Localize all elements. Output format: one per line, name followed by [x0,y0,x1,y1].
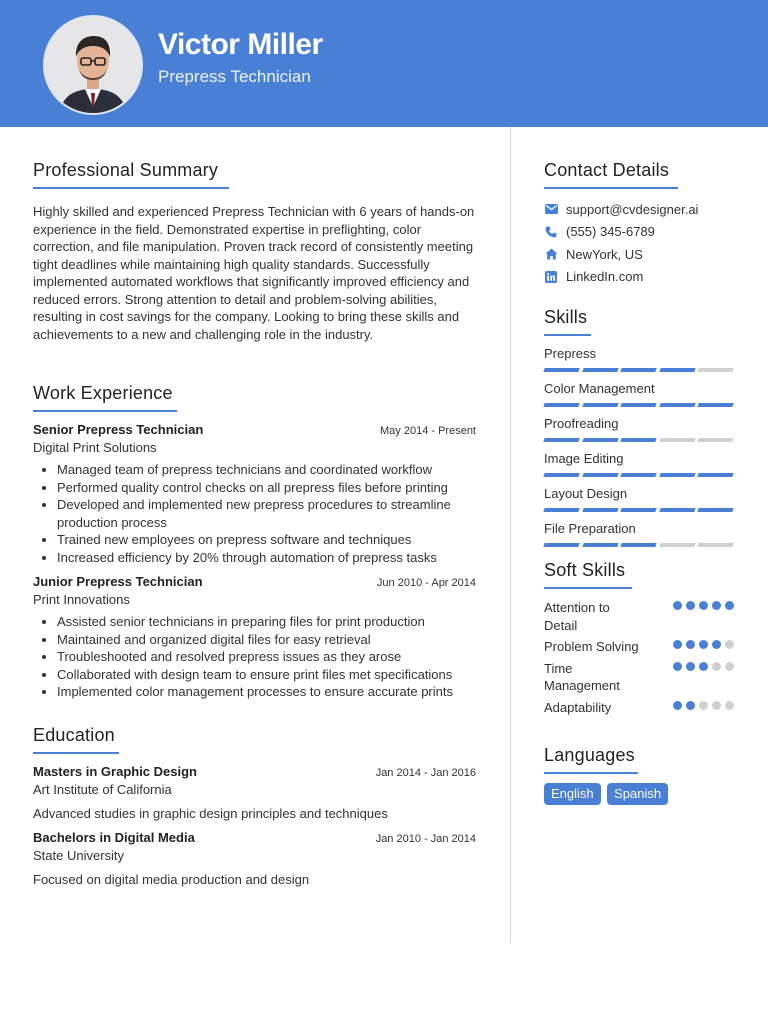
skill-bar-segment [620,438,656,442]
education-entry [33,764,476,821]
contact-text: NewYork, US [566,246,643,262]
avatar [43,15,143,115]
skill-bar [544,473,734,477]
job-date: May 2014 - Present [380,425,476,437]
skill-item [544,346,734,372]
resume-header [0,0,768,127]
rating-dot [686,701,695,710]
skill-bar [544,368,734,372]
soft-skill-rating [673,640,734,649]
heading-underline [544,187,678,189]
education-section [33,725,476,887]
soft-skill-name: Time Management [544,660,620,693]
list-item: • Implemented color management processes to ensure accurate prints [57,683,476,701]
skill-bar-segment [543,473,579,477]
skill-bar [544,438,734,442]
education-date: Jan 2010 - Jan 2014 [375,833,476,845]
section-heading: Contact Details [544,160,670,180]
skill-bar-segment [620,473,656,477]
heading-underline [544,587,632,589]
soft-skill-rating [673,701,734,710]
skill-item [544,486,734,512]
list-item: • Managed team of prepress technicians and coordinated workflow [57,461,476,479]
list-item: • Increased efficiency by 20% through automation of prepress tasks [57,549,476,567]
skill-bar-segment [582,403,618,407]
list-item: • Collaborated with design team to ensure print files met specifications [57,666,476,684]
contact-text: support@cvdesigner.ai [566,201,699,217]
soft-skill-item [544,699,734,717]
soft-skill-rating [673,601,734,610]
column-divider [510,127,511,943]
rating-dot [712,701,721,710]
section-heading: Work Experience [33,383,173,403]
section-heading: Soft Skills [544,560,626,580]
rating-dot [725,701,734,710]
skill-bar-segment [543,508,579,512]
skill-bar [544,403,734,407]
education-description: Focused on digital media production and design [33,872,310,887]
summary-text: Highly skilled and experienced Prepress Technician with 6 years of hands-on experience in the field. Demonstrated expertise in preflighting, color correction, and file manipulation. Proven track record of consistently meeting tight deadlines while maintaining high quality standards. Successfully implemented automated workflows that significantly improved efficiency and reduced errors. Strong attention to detail and problem-solving abilities, resulting in cost savings for the company. Looking to bring these skills and achievements to a new and challenging role in the industry. [33,204,475,342]
rating-dot [699,662,708,671]
skill-bar [544,508,734,512]
skill-bar-segment [698,368,734,372]
rating-dot [725,640,734,649]
skill-name: Image Editing [544,451,624,466]
school-name: State University [33,848,125,863]
skill-bar-segment [620,403,656,407]
soft-skill-item [544,599,734,634]
rating-dot [673,601,682,610]
list-item: • Maintained and organized digital files for easy retrieval [57,631,476,649]
rating-dot [673,662,682,671]
degree-title: Bachelors in Digital Media [33,830,195,845]
soft-skill-name: Attention to Detail [544,600,610,633]
section-heading: Education [33,725,115,745]
skill-bar-segment [698,508,734,512]
linkedin-icon [544,270,558,284]
contact-linkedin[interactable] [544,266,734,289]
rating-dot [699,640,708,649]
skill-bar-segment [659,543,695,547]
candidate-name: Victor Miller [158,28,323,61]
skill-bar-segment [582,543,618,547]
skills-list [544,346,734,547]
degree-title: Masters in Graphic Design [33,764,197,779]
rating-dot [686,640,695,649]
list-item: • Performed quality control checks on all prepress files before printing [57,479,476,497]
rating-dot [712,601,721,610]
skill-bar-segment [659,473,695,477]
skills-section [544,307,734,556]
list-item: • Trained new employees on prepress software and techniques [57,531,476,549]
job-entry [33,574,476,701]
rating-dot [712,662,721,671]
skill-bar-segment [620,543,656,547]
heading-underline [544,772,638,774]
skill-item [544,416,734,442]
contact-phone[interactable] [544,221,734,244]
skill-bar-segment [659,438,695,442]
heading-underline [33,752,119,754]
list-item: • Developed and implemented new prepress procedures to streamline production process [57,496,476,531]
contact-location [544,243,734,266]
school-name: Art Institute of California [33,782,172,797]
skill-bar-segment [620,368,656,372]
heading-underline [33,187,229,189]
skill-bar-segment [582,508,618,512]
candidate-title: Prepress Technician [158,67,311,86]
language-badge: English [544,783,601,805]
section-heading: Professional Summary [33,160,219,180]
rating-dot [673,701,682,710]
skill-name: Layout Design [544,486,628,501]
skill-item [544,451,734,477]
envelope-icon [544,202,558,216]
skill-bar-segment [698,403,734,407]
company-name: Digital Print Solutions [33,440,157,455]
contact-text: LinkedIn.com [566,269,644,285]
heading-underline [544,334,591,336]
contact-email[interactable] [544,198,734,221]
job-date: Jun 2010 - Apr 2014 [376,577,476,589]
rating-dot [686,662,695,671]
summary-section [33,160,476,343]
section-heading: Skills [544,307,588,327]
rating-dot [699,601,708,610]
skill-bar-segment [698,543,734,547]
skill-bar-segment [620,508,656,512]
work-section [33,383,476,701]
section-heading: Languages [544,745,635,765]
soft-skill-name: Problem Solving [544,639,639,654]
skill-bar-segment [698,438,734,442]
soft-skill-item [544,660,734,695]
heading-underline [33,410,177,412]
skill-name: Color Management [544,381,655,396]
skill-bar-segment [543,403,579,407]
list-item: • Assisted senior technicians in preparing files for print production [57,613,476,631]
rating-dot [725,662,734,671]
skill-name: Prepress [544,346,597,361]
skill-bar-segment [543,543,579,547]
list-item: • Troubleshooted and resolved prepress issues as they arose [57,648,476,666]
skill-item [544,381,734,407]
skill-bar-segment [659,368,695,372]
skill-name: Proofreading [544,416,619,431]
job-title: Senior Prepress Technician [33,422,204,437]
education-date: Jan 2014 - Jan 2016 [375,767,476,779]
skill-bar-segment [659,403,695,407]
rating-dot [699,701,708,710]
skill-bar [544,543,734,547]
rating-dot [673,640,682,649]
language-badge: Spanish [607,783,668,805]
education-description: Advanced studies in graphic design principles and techniques [33,806,388,821]
skill-bar-segment [582,473,618,477]
education-entry [33,830,476,887]
rating-dot [725,601,734,610]
rating-dot [686,601,695,610]
skill-bar-segment [543,438,579,442]
summary-heading-wrap [33,160,229,189]
soft-skills-section [544,560,734,716]
job-title: Junior Prepress Technician [33,574,203,589]
skill-item [544,521,734,547]
skill-bar-segment [582,368,618,372]
soft-skill-name: Adaptability [544,699,612,715]
skill-bar-segment [659,508,695,512]
job-entry [33,422,476,566]
skill-bar-segment [698,473,734,477]
languages-section [544,745,734,805]
soft-skill-rating [673,662,734,671]
skill-bar-segment [543,368,579,372]
contact-section [544,160,734,288]
job-bullets [33,461,476,566]
contact-text: (555) 345-6789 [566,224,655,240]
job-bullets [33,613,476,701]
skill-bar-segment [582,438,618,442]
phone-icon [544,225,558,239]
rating-dot [712,640,721,649]
home-icon [544,247,558,261]
skill-name: File Preparation [544,521,636,536]
profile-photo-icon [45,17,141,113]
soft-skill-item [544,638,734,656]
company-name: Print Innovations [33,592,130,607]
